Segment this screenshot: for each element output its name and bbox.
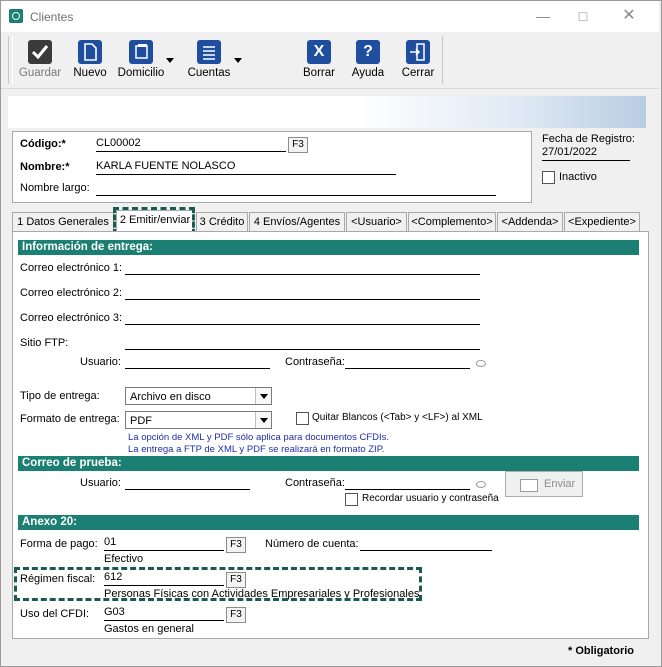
maximize-icon[interactable]: □ bbox=[578, 8, 588, 24]
tab-expediente[interactable]: <Expediente> bbox=[564, 212, 640, 231]
cfdi-use-label: Uso del CFDI: bbox=[20, 608, 90, 620]
ftp-password-input[interactable] bbox=[345, 354, 470, 369]
email1-label: Correo electrónico 1: bbox=[20, 262, 123, 274]
tab-datos-generales[interactable]: 1 Datos Generales bbox=[12, 212, 114, 231]
ftp-input[interactable] bbox=[125, 335, 480, 350]
tab-credito[interactable]: 3 Crédito bbox=[196, 212, 248, 231]
show-password-icon[interactable] bbox=[476, 481, 486, 488]
ftp-user-label: Usuario: bbox=[80, 356, 121, 368]
delete-button[interactable]: X Borrar bbox=[300, 40, 338, 86]
remember-label: Recordar usuario y contraseña bbox=[362, 493, 499, 504]
xml-pdf-note: La opción de XML y PDF sólo aplica para documentos CFDIs. bbox=[128, 432, 390, 443]
payment-form-description: Efectivo bbox=[104, 553, 144, 565]
delivery-type-select[interactable]: Archivo en disco bbox=[125, 387, 272, 405]
ftp-label: Sitio FTP: bbox=[20, 337, 69, 349]
tab-usuario[interactable]: <Usuario> bbox=[346, 212, 407, 231]
close-icon[interactable]: ✕ bbox=[622, 7, 636, 24]
tax-regime-input[interactable]: 612 bbox=[104, 571, 224, 586]
remember-checkbox[interactable] bbox=[345, 493, 358, 506]
address-icon bbox=[129, 40, 153, 64]
annex-section-header: Anexo 20: bbox=[18, 515, 639, 530]
app-icon bbox=[9, 9, 23, 23]
email2-input[interactable] bbox=[125, 285, 480, 300]
name-label: Nombre:* bbox=[20, 161, 70, 173]
tax-regime-highlight bbox=[14, 567, 422, 601]
code-lookup-button[interactable]: F3 bbox=[288, 137, 308, 153]
email3-input[interactable] bbox=[125, 310, 480, 325]
tab-complemento[interactable]: <Complemento> bbox=[408, 212, 496, 231]
payment-form-input[interactable]: 01 bbox=[104, 536, 224, 551]
email3-label: Correo electrónico 3: bbox=[20, 312, 123, 324]
delete-icon: X bbox=[307, 40, 331, 64]
cfdi-use-input[interactable]: G03 bbox=[104, 606, 224, 621]
inactive-label: Inactivo bbox=[559, 171, 597, 183]
address-dropdown-icon[interactable] bbox=[166, 58, 174, 63]
exit-door-icon bbox=[406, 40, 430, 64]
tax-regime-label: Régimen fiscal: bbox=[20, 573, 96, 585]
save-button[interactable]: Guardar bbox=[16, 40, 64, 86]
email2-label: Correo electrónico 2: bbox=[20, 287, 123, 299]
account-number-input[interactable] bbox=[360, 536, 492, 551]
new-document-icon bbox=[78, 40, 102, 64]
delivery-type-label: Tipo de entrega: bbox=[20, 390, 100, 402]
accounts-button[interactable]: Cuentas bbox=[184, 40, 234, 86]
tab-envios-agentes[interactable]: 4 Envíos/Agentes bbox=[249, 212, 345, 231]
code-field[interactable]: CL00002 bbox=[96, 137, 286, 152]
test-user-label: Usuario: bbox=[80, 477, 121, 489]
account-number-label: Número de cuenta: bbox=[265, 538, 359, 550]
delivery-format-label: Formato de entrega: bbox=[20, 413, 120, 425]
email1-input[interactable] bbox=[125, 260, 480, 275]
name-field[interactable]: KARLA FUENTE NOLASCO bbox=[96, 160, 396, 175]
send-label: Enviar bbox=[544, 478, 576, 490]
minimize-icon[interactable]: — bbox=[536, 8, 550, 24]
ftp-password-label: Contraseña: bbox=[285, 356, 345, 368]
chevron-down-icon[interactable] bbox=[255, 388, 271, 404]
long-name-label: Nombre largo: bbox=[20, 182, 90, 194]
strip-blanks-checkbox[interactable] bbox=[296, 412, 309, 425]
tax-regime-description: Personas Físicas con Actividades Empresariales y Profesionales bbox=[104, 588, 420, 600]
cfdi-use-description: Gastos en general bbox=[104, 623, 194, 635]
test-password-input[interactable] bbox=[345, 475, 470, 490]
address-button[interactable]: Domicilio bbox=[115, 40, 167, 86]
header-banner bbox=[8, 96, 646, 128]
accounts-dropdown-icon[interactable] bbox=[234, 58, 242, 63]
check-icon bbox=[28, 40, 52, 64]
status-bar bbox=[1, 640, 659, 665]
envelope-icon bbox=[520, 479, 538, 492]
close-button[interactable]: Cerrar bbox=[398, 40, 438, 86]
help-icon: ? bbox=[356, 40, 380, 64]
help-button[interactable]: ? Ayuda bbox=[348, 40, 388, 86]
show-password-icon[interactable] bbox=[476, 360, 486, 367]
ftp-user-input[interactable] bbox=[125, 354, 270, 369]
delivery-format-select[interactable]: PDF bbox=[125, 411, 272, 429]
chevron-down-icon[interactable] bbox=[255, 412, 271, 428]
inactive-checkbox[interactable] bbox=[542, 171, 555, 184]
tab-emitir-enviar[interactable]: 2 Emitir/enviar bbox=[116, 210, 194, 232]
test-mail-section-header: Correo de prueba: bbox=[18, 456, 639, 471]
test-user-input[interactable] bbox=[125, 475, 250, 490]
ftp-zip-note: La entrega a FTP de XML y PDF se realizará en formato ZIP. bbox=[128, 444, 385, 455]
required-note: * Obligatorio bbox=[568, 645, 634, 657]
toolbar-grip bbox=[8, 36, 13, 84]
long-name-field[interactable] bbox=[96, 181, 496, 196]
tax-regime-lookup-button[interactable]: F3 bbox=[226, 572, 246, 588]
code-label: Código:* bbox=[20, 138, 66, 150]
cfdi-use-lookup-button[interactable]: F3 bbox=[226, 607, 246, 623]
registration-date-field[interactable]: 27/01/2022 bbox=[542, 146, 630, 161]
tab-addenda[interactable]: <Addenda> bbox=[497, 212, 563, 231]
strip-blanks-label: Quitar Blancos (<Tab> y <LF>) al XML bbox=[312, 412, 483, 423]
registration-date-label: Fecha de Registro: bbox=[542, 133, 635, 145]
delivery-section-header: Información de entrega: bbox=[18, 240, 639, 255]
toolbar-separator bbox=[442, 36, 443, 84]
window-title: Clientes bbox=[30, 10, 74, 24]
new-button[interactable]: Nuevo bbox=[70, 40, 110, 86]
payment-form-label: Forma de pago: bbox=[20, 538, 98, 550]
send-button[interactable] bbox=[505, 471, 583, 497]
accounts-icon bbox=[197, 40, 221, 64]
payment-form-lookup-button[interactable]: F3 bbox=[226, 537, 246, 553]
test-password-label: Contraseña: bbox=[285, 477, 345, 489]
